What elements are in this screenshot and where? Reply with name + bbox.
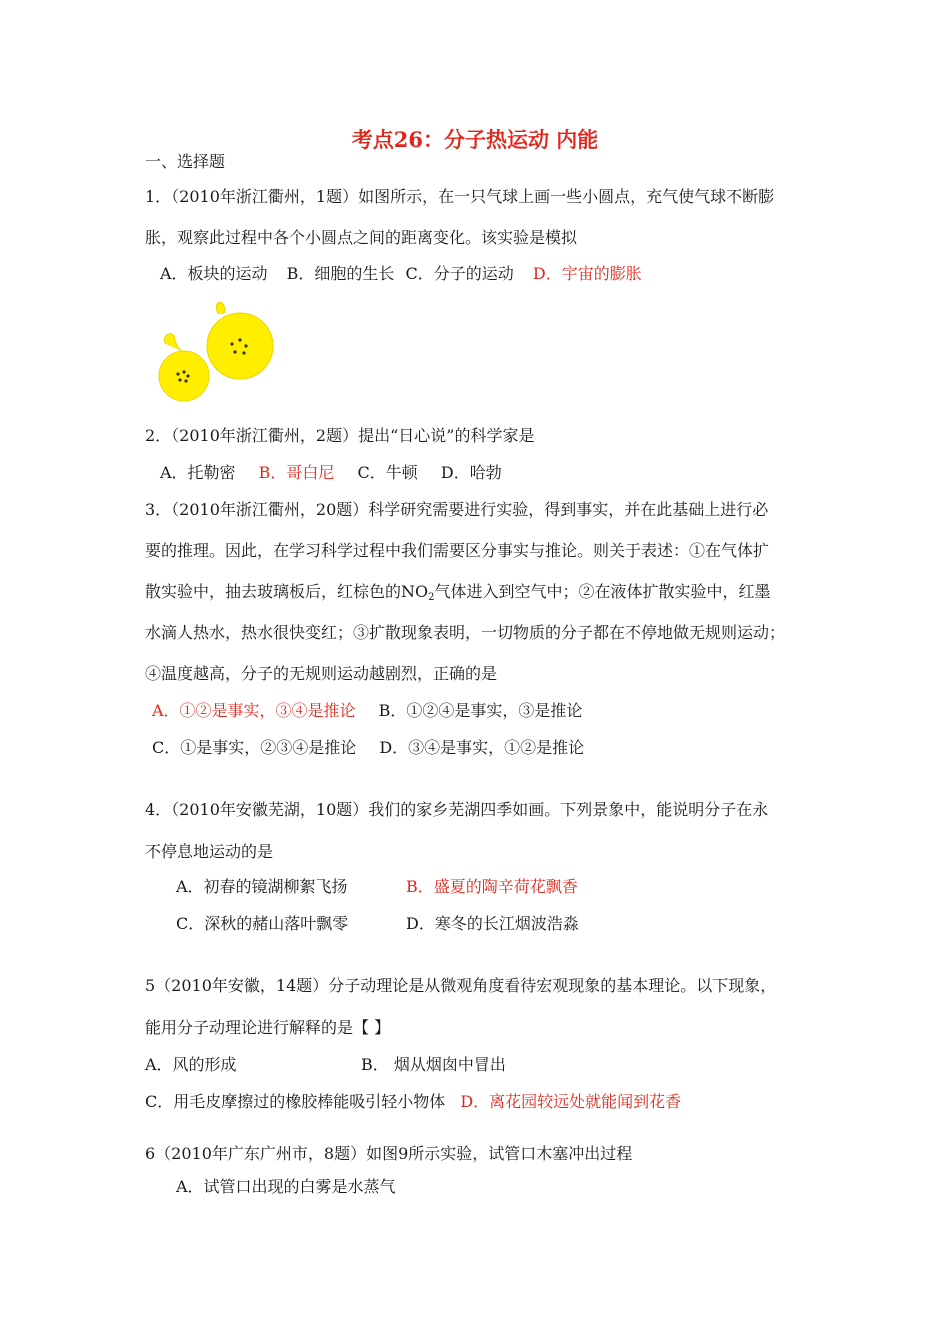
q3-line3-subscript: 2	[428, 592, 435, 603]
q1-stem-line2: 胀，观察此过程中各个小圆点之间的距离变化。该实验是模拟	[145, 228, 578, 247]
q2-option-a: A．托勒密	[160, 463, 236, 482]
q5-stem-line2: 能用分子动理论进行解释的是【 】	[145, 1018, 391, 1037]
q6-option-a: A．试管口出现的白雾是水蒸气	[176, 1177, 396, 1196]
q3-options-row2	[152, 738, 584, 758]
q1-stem-line1: 1．（2010年浙江衢州，1题）如图所示，在一只气球上画一些小圆点，充气使气球不断膨	[145, 187, 775, 206]
q4-option-d: D．寒冬的长江烟波浩淼	[406, 914, 579, 933]
q1-options	[160, 264, 642, 284]
q1-option-c: C．分子的运动	[405, 264, 514, 283]
q3-option-a-answer: A．①②是事实，③④是推论	[152, 701, 356, 720]
q4-option-a: A．初春的镜湖柳絮飞扬	[176, 877, 348, 896]
q2-options	[160, 463, 502, 483]
q5-options-row2	[145, 1092, 681, 1112]
page-title: 考点26：分子热运动 内能	[351, 127, 599, 152]
q5-option-b: B． 烟从烟囱中冒出	[361, 1055, 506, 1074]
q3-line3-pre: 散实验中，抽去玻璃板后，红棕色的NO	[145, 582, 429, 601]
q3-option-b: B．①②④是事实，③是推论	[378, 701, 583, 720]
q3-option-c: C．①是事实，②③④是推论	[152, 738, 357, 757]
q4-option-b-answer: B．盛夏的陶辛荷花飘香	[406, 877, 578, 896]
q5-option-d-answer: D．离花园较远处就能闻到花香	[460, 1092, 682, 1111]
q1-option-a: A．板块的运动	[160, 264, 268, 283]
q3-stem-line4: 水滴人热水，热水很快变红；③扩散现象表明，一切物质的分子都在不停地做无规则运动；	[145, 623, 786, 642]
q4-option-c: C．深秋的赭山落叶飘零	[176, 914, 349, 933]
q4-stem-line1: 4．（2010年安徽芜湖，10题）我们的家乡芜湖四季如画。下列景象中，能说明分子在永	[145, 800, 769, 819]
q3-options-row1	[152, 701, 582, 721]
q3-option-d: D．③④是事实，①②是推论	[379, 738, 585, 757]
balloon-figure	[158, 300, 283, 410]
q5-stem-line1: 5（2010年安徽，14题）分子动理论是从微观角度看待宏观现象的基本理论。以下现象，	[145, 976, 777, 995]
small-balloon	[159, 334, 209, 401]
q5-option-c: C．用毛皮摩擦过的橡胶棒能吸引轻小物体	[145, 1092, 446, 1111]
q2-stem: 2．（2010年浙江衢州，2题）提出“日心说”的科学家是	[145, 426, 535, 445]
q6-stem: 6（2010年广东广州市，8题）如图9所示实验，试管口木塞冲出过程	[145, 1144, 633, 1163]
q2-option-c: C．牛顿	[357, 463, 418, 482]
q3-line3-post: 气体进入到空气中；②在液体扩散实验中，红墨	[434, 582, 771, 601]
section-heading: 一、选择题	[145, 152, 226, 171]
q3-stem-line2: 要的推理。因此，在学习科学过程中我们需要区分事实与推论。则关于表述：①在气体扩	[145, 541, 770, 560]
large-balloon	[207, 302, 273, 379]
q1-option-d-answer: D．宇宙的膨胀	[532, 264, 642, 283]
q4-stem-line2: 不停息地运动的是	[145, 842, 274, 861]
q1-option-b: B．细胞的生长	[286, 264, 395, 283]
q3-stem-line3	[145, 582, 771, 608]
q3-stem-line1: 3．（2010年浙江衢州，20题）科学研究需要进行实验，得到事实，并在此基础上进行必	[145, 500, 769, 519]
q5-option-a: A．风的形成	[145, 1055, 237, 1074]
q2-option-b-answer: B．哥白尼	[258, 463, 335, 482]
q3-stem-line5: ④温度越高，分子的无规则运动越剧烈，正确的是	[145, 664, 498, 683]
q2-option-d: D．哈勃	[440, 463, 502, 482]
